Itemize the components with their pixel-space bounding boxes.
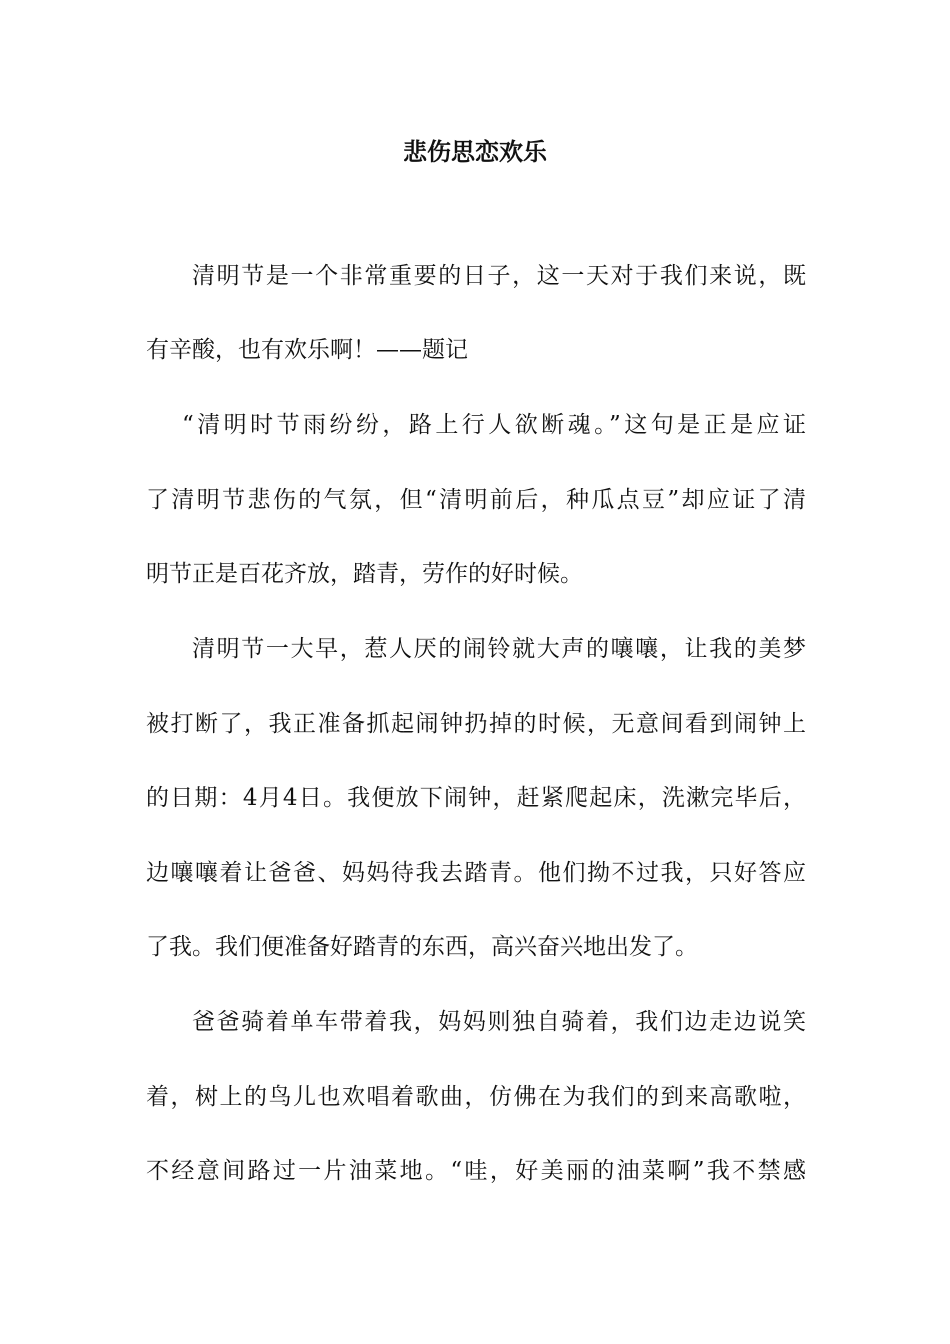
document-title: 悲伤思恋欢乐 bbox=[403, 137, 547, 166]
paragraph-line: 清明节是一个非常重要的日子，这一天对于我们来说，既 bbox=[192, 263, 806, 289]
paragraph-line: 明节正是百花齐放，踏青，劳作的好时候。 bbox=[146, 561, 583, 587]
paragraph-line: 不经意间路过一片油菜地。“哇，好美丽的油菜啊”我不禁感 bbox=[146, 1158, 806, 1184]
paragraph-line: 清明节一大早，惹人厌的闹铃就大声的嚷嚷，让我的美梦 bbox=[192, 636, 806, 662]
paragraph-line: “清明时节雨纷纷，路上行人欲断魂。”这句是正是应证 bbox=[182, 412, 806, 438]
paragraph-line: 爸爸骑着单车带着我，妈妈则独自骑着，我们边走边说笑 bbox=[192, 1009, 806, 1035]
paragraph-line: 被打断了，我正准备抓起闹钟扔掉的时候，无意间看到闹钟上 bbox=[146, 711, 806, 737]
paragraph-line: 了清明节悲伤的气氛，但“清明前后，种瓜点豆”却应证了清 bbox=[146, 487, 806, 513]
paragraph-line: 了我。我们便准备好踏青的东西，高兴奋兴地出发了。 bbox=[146, 934, 698, 960]
paragraph-line: 着，树上的鸟儿也欢唱着歌曲，仿佛在为我们的到来高歌啦， bbox=[146, 1084, 806, 1110]
paragraph-line: 边嚷嚷着让爸爸、妈妈待我去踏青。他们拗不过我，只好答应 bbox=[146, 860, 806, 886]
paragraph-line: 的日期：4月4日。我便放下闹钟，赶紧爬起床，洗漱完毕后， bbox=[146, 785, 806, 811]
paragraph-line: 有辛酸，也有欢乐啊！——题记 bbox=[146, 337, 468, 363]
